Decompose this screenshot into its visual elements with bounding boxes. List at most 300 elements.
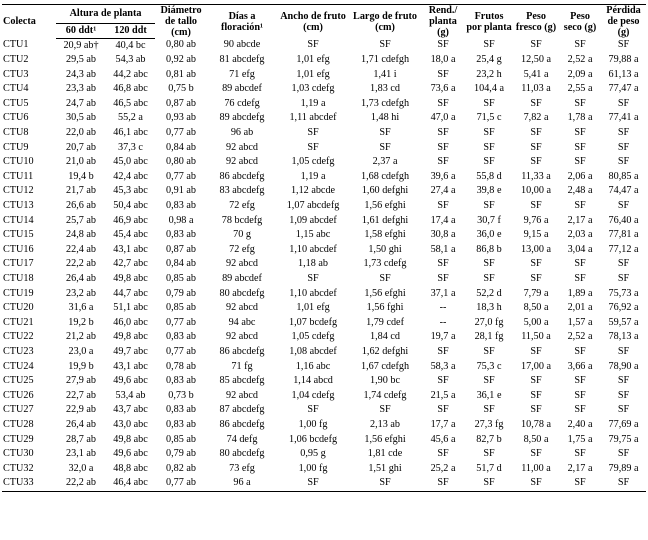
cell-peso-seco: SF — [574, 345, 586, 357]
table-row — [2, 141, 646, 156]
cell-perdida-peso: SF — [601, 476, 646, 491]
cell-rendimiento: -- — [439, 302, 447, 314]
cell-altura-120: 49,8 abc — [113, 433, 148, 445]
cell-largo-fruto: 1,68 cdefgh — [360, 170, 410, 182]
cell-largo-fruto: 1,71 cdefgh — [360, 54, 410, 66]
cell-ancho-fruto: 1,16 abc — [295, 360, 331, 372]
cell-largo-fruto: 1,61 defghi — [361, 214, 409, 226]
cell-colecta: CTU25 — [3, 375, 34, 387]
cell-perdida-peso: SF — [617, 404, 630, 416]
cell-colecta: CTU33 — [2, 476, 56, 491]
cell-colecta: CTU24 — [3, 360, 34, 372]
table-row — [2, 389, 646, 404]
cell-diametro: 0,75 b — [168, 83, 194, 95]
cell-peso-seco: SF — [574, 141, 586, 153]
cell-ancho-fruto: 1,01 efg — [296, 54, 330, 66]
cell-peso-fresco: 8,50 a — [523, 433, 549, 445]
cell-altura-60: 25,7 ab — [66, 214, 96, 226]
cell-peso-seco: SF — [574, 200, 586, 212]
cell-altura-120: 46,9 abc — [113, 214, 148, 226]
table-row — [2, 272, 646, 287]
table-row — [2, 38, 646, 53]
cell-peso-seco: SF — [574, 127, 586, 139]
cell-perdida-peso: SF — [617, 39, 630, 51]
table-row — [2, 462, 646, 477]
cell-diametro: 0,80 ab — [166, 39, 197, 51]
cell-altura-120: 49,7 abc — [113, 345, 148, 357]
cell-peso-fresco: SF — [530, 448, 542, 460]
cell-dias-floracion: 89 abcdefg — [219, 112, 265, 124]
table-row — [2, 199, 646, 214]
cell-largo-fruto: 1,58 efghi — [364, 229, 406, 241]
cell-peso-fresco: SF — [530, 258, 542, 270]
cell-peso-seco: 1,78 a — [567, 112, 593, 124]
header-rendimiento-planta: Rend./ planta (g) — [421, 5, 465, 39]
cell-largo-fruto: 1,48 hi — [370, 112, 400, 124]
cell-largo-fruto: 1,67 cdefgh — [360, 360, 410, 372]
cell-perdida-peso: 78,13 a — [608, 331, 639, 343]
cell-dias-floracion: 76 cdefg — [224, 97, 260, 109]
cell-perdida-peso: 80,85 a — [608, 170, 639, 182]
header-largo-fruto: Largo de fruto (cm) — [349, 5, 421, 39]
cell-dias-floracion: 92 abcd — [226, 389, 258, 401]
cell-colecta: CTU30 — [3, 448, 34, 460]
table-row — [2, 447, 646, 462]
cell-altura-60: 31,6 a — [68, 302, 94, 314]
cell-largo-fruto: 1,90 bc — [370, 375, 401, 387]
cell-rendimiento: 30,8 a — [430, 229, 456, 241]
cell-dias-floracion: 89 abcdef — [222, 83, 262, 95]
cell-rendimiento: SF — [437, 345, 449, 357]
cell-colecta: CTU21 — [3, 316, 34, 328]
cell-ancho-fruto: 1,05 cdefg — [291, 331, 335, 343]
header-peso-seco: Peso seco (g) — [559, 5, 601, 39]
cell-perdida-peso: SF — [617, 448, 630, 460]
cell-ancho-fruto: 1,18 ab — [298, 258, 329, 270]
cell-rendimiento: 45,6 a — [430, 433, 456, 445]
cell-dias-floracion: 83 abcdefg — [219, 185, 265, 197]
cell-ancho-fruto: 0,95 g — [300, 448, 326, 460]
header-perdida-peso: Pérdida de peso (g) — [601, 5, 646, 39]
table-row — [2, 97, 646, 112]
cell-rendimiento: SF — [437, 404, 449, 416]
cell-dias-floracion: 74 defg — [226, 433, 258, 445]
cell-dias-floracion: 92 abcd — [226, 302, 258, 314]
cell-largo-fruto: 1,84 cd — [370, 331, 401, 343]
cell-frutos: SF — [483, 156, 495, 168]
cell-altura-120: 45,3 abc — [113, 185, 148, 197]
cell-rendimiento: SF — [437, 68, 449, 80]
cell-largo-fruto: 1,83 cd — [370, 83, 401, 95]
cell-peso-seco: 2,09 a — [567, 68, 593, 80]
table-row — [2, 360, 646, 375]
cell-rendimiento: 17,4 a — [430, 214, 456, 226]
cell-largo-fruto: SF — [379, 141, 391, 153]
cell-frutos: SF — [483, 273, 495, 284]
cell-frutos: 55,8 d — [476, 170, 502, 182]
cell-diametro: 0,83 ab — [166, 331, 197, 343]
cell-ancho-fruto: SF — [307, 39, 319, 51]
cell-colecta: CTU5 — [3, 97, 29, 109]
cell-ancho-fruto: SF — [307, 127, 319, 139]
cell-colecta: CTU27 — [3, 404, 34, 416]
table-row — [2, 301, 646, 316]
cell-rendimiento: SF — [437, 97, 449, 109]
cell-diametro: 0,82 ab — [166, 462, 197, 474]
cell-diametro: 0,77 ab — [166, 316, 197, 328]
table-row — [2, 155, 646, 170]
cell-rendimiento: 58,1 a — [430, 243, 456, 255]
cell-largo-fruto: SF — [379, 127, 391, 139]
cell-altura-120: 42,4 abc — [113, 170, 148, 182]
cell-altura-120: 49,6 abc — [113, 375, 148, 387]
cell-peso-seco: 2,06 a — [567, 170, 593, 182]
cell-colecta: CTU18 — [3, 273, 34, 284]
cell-frutos: 36,1 e — [476, 389, 502, 401]
cell-colecta: CTU20 — [3, 302, 34, 314]
cell-dias-floracion: 86 abcdefg — [219, 418, 265, 430]
header-colecta: Colecta — [2, 5, 56, 39]
cell-largo-fruto: 1,41 i — [373, 68, 397, 80]
cell-altura-60: 22,7 ab — [66, 389, 96, 401]
cell-rendimiento: 47,0 a — [430, 112, 456, 124]
cell-peso-fresco: 10,78 a — [521, 418, 552, 430]
cell-dias-floracion: 87 abcdefg — [219, 404, 265, 416]
cell-peso-seco: SF — [574, 375, 586, 387]
cell-peso-seco: 1,89 a — [567, 287, 593, 299]
cell-diametro: 0,83 ab — [166, 200, 197, 212]
table-row — [2, 68, 646, 83]
cell-perdida-peso: 59,57 a — [608, 316, 639, 328]
table-row — [2, 345, 646, 360]
cell-altura-60: 21,0 ab — [66, 156, 96, 168]
cell-dias-floracion: 81 abcdefg — [219, 54, 265, 66]
cell-peso-fresco: SF — [530, 141, 542, 153]
cell-frutos: SF — [483, 448, 495, 460]
cell-frutos: SF — [483, 39, 495, 51]
cell-rendimiento: 27,4 a — [430, 185, 456, 197]
cell-altura-120: 45,4 abc — [113, 229, 148, 241]
cell-altura-120: 46,5 abc — [113, 97, 148, 109]
cell-altura-60: 32,0 a — [68, 462, 94, 474]
cell-peso-fresco: SF — [530, 200, 542, 212]
table-row — [2, 287, 646, 302]
table-row — [2, 476, 646, 491]
cell-ancho-fruto: 1,15 abc — [295, 229, 331, 241]
cell-peso-seco: SF — [559, 476, 601, 491]
cell-altura-120: 48,8 abc — [113, 462, 148, 474]
cell-perdida-peso: SF — [617, 258, 630, 270]
cell-frutos: 27,0 fg — [474, 316, 504, 328]
cell-ancho-fruto: 1,08 abcdef — [289, 345, 337, 357]
cell-perdida-peso: 79,88 a — [608, 54, 639, 66]
cell-altura-120: 54,3 ab — [115, 54, 146, 66]
table-row — [2, 111, 646, 126]
cell-colecta: CTU11 — [3, 170, 34, 182]
cell-altura-120: 46,8 abc — [113, 83, 148, 95]
cell-altura-60: 21,7 ab — [66, 185, 96, 197]
cell-altura-60: 26,4 ab — [66, 418, 96, 430]
cell-altura-120: 55,2 a — [118, 112, 143, 124]
cell-perdida-peso: 77,47 a — [608, 83, 639, 95]
cell-dias-floracion: 85 abcdefg — [219, 375, 265, 387]
cell-ancho-fruto: 1,07 bcdefg — [288, 316, 338, 328]
cell-peso-seco: SF — [574, 389, 586, 401]
cell-colecta: CTU29 — [3, 433, 34, 445]
cell-frutos: SF — [483, 258, 495, 270]
cell-perdida-peso: SF — [617, 389, 630, 401]
cell-dias-floracion: 71 efg — [229, 68, 255, 80]
cell-dias-floracion: 80 abcdefg — [219, 448, 265, 460]
cell-diametro: 0,85 ab — [166, 302, 197, 314]
cell-diametro: 0,87 ab — [166, 243, 197, 255]
table-row — [2, 374, 646, 389]
cell-peso-fresco: SF — [530, 156, 542, 168]
cell-diametro: 0,85 ab — [166, 273, 197, 284]
cell-altura-120: 50,4 abc — [113, 200, 148, 212]
cell-peso-fresco: 11,03 a — [521, 83, 551, 95]
cell-colecta: CTU28 — [3, 418, 34, 430]
cell-ancho-fruto: 1,09 abcdef — [289, 214, 337, 226]
cell-dias-floracion: 78 bcdefg — [221, 214, 263, 226]
cell-peso-fresco: 12,50 a — [521, 54, 552, 66]
cell-rendimiento: SF — [437, 448, 449, 460]
cell-peso-fresco: SF — [530, 404, 542, 416]
cell-dias-floracion: 96 a — [207, 476, 277, 491]
cell-frutos: SF — [483, 375, 495, 387]
cell-perdida-peso: SF — [617, 345, 630, 357]
cell-altura-60: 19,2 b — [68, 316, 94, 328]
cell-largo-fruto: 1,56 fghi — [366, 302, 404, 314]
cell-largo-fruto: 1,74 cdefg — [363, 389, 407, 401]
cell-peso-seco: 2,52 a — [567, 54, 593, 66]
cell-altura-120: 42,7 abc — [113, 258, 148, 270]
cell-colecta: CTU8 — [3, 127, 29, 139]
cell-colecta: CTU15 — [3, 229, 34, 241]
cell-altura-120: 46,1 abc — [113, 127, 148, 139]
cell-perdida-peso: SF — [617, 141, 630, 153]
cell-perdida-peso: 77,41 a — [608, 112, 639, 124]
cell-frutos: 71,5 c — [476, 112, 502, 124]
table-row — [2, 316, 646, 331]
cell-diametro: 0,80 ab — [166, 156, 197, 168]
cell-altura-60: 20,7 ab — [66, 141, 96, 153]
cell-altura-60: 27,9 ab — [66, 375, 96, 387]
cell-peso-seco: 2,17 a — [567, 462, 593, 474]
cell-peso-seco: 2,55 a — [567, 83, 593, 95]
cell-diametro: 0,81 ab — [166, 68, 197, 80]
cell-largo-fruto: 1,62 defghi — [361, 345, 409, 357]
cell-peso-fresco: 7,82 a — [523, 112, 549, 124]
cell-frutos: 18,3 h — [476, 302, 502, 314]
cell-ancho-fruto: 1,05 cdefg — [291, 156, 335, 168]
cell-largo-fruto: 1,50 ghi — [368, 243, 402, 255]
cell-frutos: 75,3 c — [476, 360, 502, 372]
cell-peso-seco: 2,01 a — [567, 302, 593, 314]
cell-diametro: 0,78 ab — [166, 360, 197, 372]
cell-diametro: 0,84 ab — [166, 258, 197, 270]
table-body — [2, 38, 646, 491]
cell-rendimiento: SF — [437, 258, 449, 270]
cell-peso-seco: 2,17 a — [567, 214, 593, 226]
cell-peso-seco: 2,52 a — [567, 331, 593, 343]
cell-peso-fresco: SF — [513, 476, 559, 491]
cell-colecta: CTU22 — [3, 331, 34, 343]
cell-perdida-peso: 77,81 a — [608, 229, 639, 241]
cell-peso-seco: SF — [574, 97, 586, 109]
cell-dias-floracion: 80 abcdefg — [219, 287, 265, 299]
cell-frutos: 27,3 fg — [474, 418, 504, 430]
cell-rendimiento: SF — [437, 39, 449, 51]
cell-largo-fruto: 2,37 a — [372, 156, 398, 168]
cell-perdida-peso: 79,89 a — [608, 462, 639, 474]
cell-peso-fresco: 13,00 a — [521, 243, 552, 255]
cell-frutos: 86,8 b — [476, 243, 502, 255]
cell-diametro: 0,87 ab — [166, 97, 197, 109]
cell-frutos: SF — [483, 404, 495, 416]
table-row — [2, 403, 646, 418]
cell-largo-fruto: SF — [379, 273, 391, 284]
cell-ancho-fruto: 1,10 abcdef — [289, 287, 337, 299]
table-row — [2, 184, 646, 199]
cell-peso-fresco: 5,00 a — [523, 316, 549, 328]
cell-altura-120: 46,0 abc — [113, 316, 148, 328]
cell-altura-60: 22,4 ab — [66, 243, 96, 255]
cell-ancho-fruto: 1,06 bcdefg — [288, 433, 338, 445]
cell-perdida-peso: 61,13 a — [608, 68, 639, 80]
cell-altura-60: 22,2 ab — [56, 476, 106, 491]
cell-altura-60: 23,0 a — [68, 345, 94, 357]
cell-peso-seco: SF — [574, 448, 586, 460]
cell-altura-60: 26,6 ab — [66, 200, 96, 212]
cell-perdida-peso: SF — [617, 375, 630, 387]
cell-rendimiento: SF — [421, 476, 465, 491]
header-frutos-planta: Frutos por planta — [465, 5, 513, 39]
cell-altura-120: 43,7 abc — [113, 404, 148, 416]
cell-ancho-fruto: 1,12 abcde — [290, 185, 336, 197]
cell-rendimiento: SF — [437, 156, 449, 168]
cell-colecta: CTU17 — [3, 258, 34, 270]
cell-colecta: CTU6 — [3, 112, 29, 124]
cell-rendimiento: SF — [437, 141, 449, 153]
cell-altura-60: 19,9 b — [68, 360, 94, 372]
cell-altura-120: 49,6 abc — [113, 448, 148, 460]
cell-frutos: 28,1 fg — [474, 331, 504, 343]
cell-altura-60: 26,4 ab — [66, 273, 96, 284]
header-altura-120ddt: 120 ddt — [106, 23, 155, 38]
cell-peso-seco: 1,57 a — [567, 316, 593, 328]
cell-dias-floracion: 89 abcdef — [222, 273, 262, 284]
cell-peso-seco: SF — [574, 273, 586, 284]
cell-rendimiento: 17,7 a — [430, 418, 456, 430]
cell-colecta: CTU9 — [3, 141, 29, 153]
cell-altura-120: 46,4 abc — [106, 476, 155, 491]
table-row — [2, 170, 646, 185]
cell-frutos: 104,4 a — [474, 83, 505, 95]
cell-colecta: CTU2 — [3, 54, 29, 66]
cell-frutos: SF — [483, 97, 495, 109]
cell-peso-fresco: 11,50 a — [521, 331, 551, 343]
cell-perdida-peso: 77,12 a — [608, 243, 639, 255]
cell-altura-60: 23,1 ab — [66, 448, 96, 460]
header-peso-fresco: Peso fresco (g) — [513, 5, 559, 39]
cell-peso-seco: SF — [574, 156, 586, 168]
cell-peso-seco: SF — [574, 39, 586, 51]
cell-frutos: 36,0 e — [476, 229, 502, 241]
cell-ancho-fruto: 1,10 abcdef — [289, 243, 337, 255]
header-altura-60ddt: 60 ddt¹ — [56, 23, 106, 38]
cell-rendimiento: SF — [437, 127, 449, 139]
cell-peso-fresco: SF — [530, 273, 542, 284]
cell-largo-fruto: 1,73 cdefg — [363, 258, 407, 270]
cell-largo-fruto: SF — [349, 476, 421, 491]
cell-diametro: 0,77 ab — [166, 170, 197, 182]
cell-frutos: SF — [483, 141, 495, 153]
cell-rendimiento: 18,0 a — [430, 54, 456, 66]
table-row — [2, 82, 646, 97]
cell-colecta: CTU23 — [3, 345, 34, 357]
cell-largo-fruto: 1,56 efghi — [364, 200, 406, 212]
table-row — [2, 228, 646, 243]
table-row — [2, 126, 646, 141]
cell-dias-floracion: 90 abcde — [223, 39, 261, 51]
cell-altura-120: 45,0 abc — [113, 156, 148, 168]
cell-diametro: 0,93 ab — [166, 112, 197, 124]
cell-largo-fruto: 1,73 cdefgh — [360, 97, 410, 109]
cell-diametro: 0,77 ab — [155, 476, 207, 491]
cell-altura-120: 43,1 abc — [113, 243, 148, 255]
cell-largo-fruto: 1,81 cde — [367, 448, 403, 460]
cell-peso-seco: 2,48 a — [567, 185, 593, 197]
cell-ancho-fruto: SF — [307, 404, 319, 416]
cell-dias-floracion: 72 efg — [229, 200, 255, 212]
cell-ancho-fruto: 1,01 efg — [296, 302, 330, 314]
data-table-container — [2, 4, 646, 492]
cell-dias-floracion: 71 fg — [231, 360, 253, 372]
cell-colecta: CTU12 — [3, 185, 34, 197]
cell-largo-fruto: 1,79 cdef — [366, 316, 404, 328]
cell-colecta: CTU32 — [3, 462, 34, 474]
cell-perdida-peso: 76,40 a — [608, 214, 639, 226]
cell-frutos: SF — [465, 476, 513, 491]
table-row — [2, 330, 646, 345]
cell-peso-fresco: 9,76 a — [523, 214, 549, 226]
cell-perdida-peso: 79,75 a — [608, 433, 639, 445]
cell-colecta: CTU13 — [3, 200, 34, 212]
cell-largo-fruto: 1,51 ghi — [368, 462, 402, 474]
cell-altura-120: 43,1 abc — [113, 360, 148, 372]
cell-diametro: 0,83 ab — [166, 418, 197, 430]
cell-colecta: CTU14 — [3, 214, 34, 226]
cell-colecta: CTU10 — [3, 156, 34, 168]
cell-peso-fresco: SF — [530, 389, 542, 401]
cell-frutos: 30,7 f — [477, 214, 501, 226]
table-row — [2, 257, 646, 272]
cell-peso-fresco: SF — [530, 345, 542, 357]
cell-rendimiento: SF — [437, 273, 449, 284]
cell-frutos: SF — [483, 200, 495, 212]
cell-rendimiento: SF — [437, 375, 449, 387]
cell-ancho-fruto: SF — [277, 476, 349, 491]
table-row — [2, 53, 646, 68]
cell-diametro: 0,83 ab — [166, 404, 197, 416]
cell-dias-floracion: 86 abcdefg — [219, 345, 265, 357]
cell-perdida-peso: 75,73 a — [608, 287, 639, 299]
cell-ancho-fruto: 1,00 fg — [298, 418, 328, 430]
cell-diametro: 0,83 ab — [166, 375, 197, 387]
header-diametro-tallo: Diámetro de tallo (cm) — [155, 5, 207, 39]
cell-frutos: 52,2 d — [476, 287, 502, 299]
